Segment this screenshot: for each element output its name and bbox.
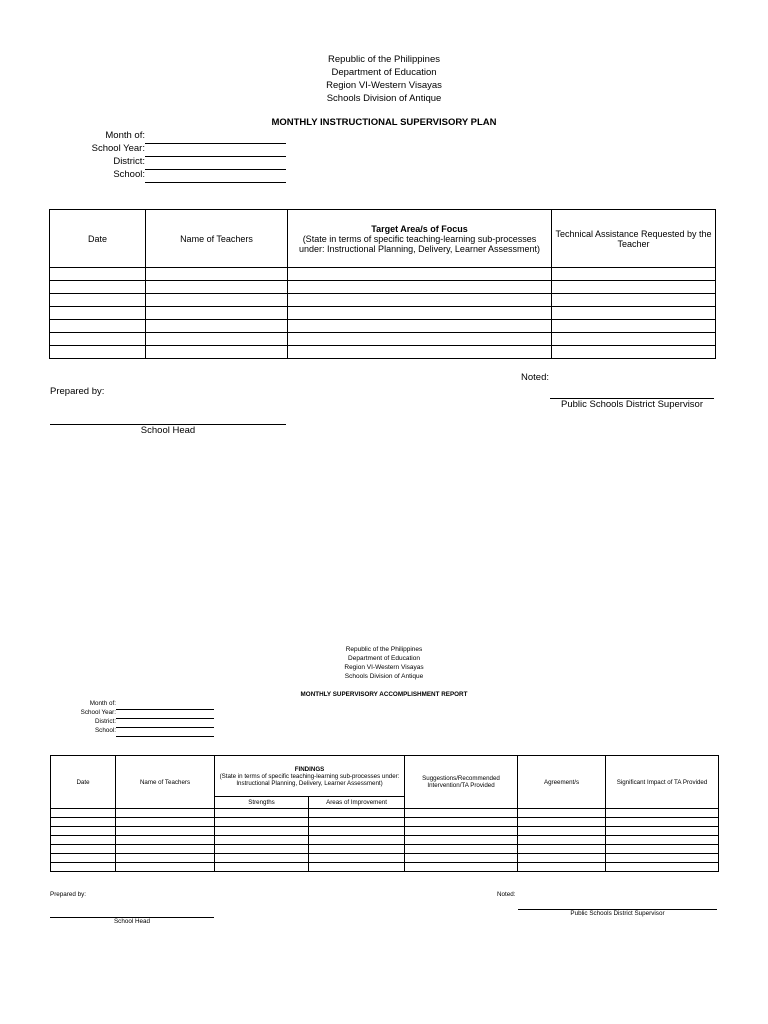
plan-field-label: School Year: [91, 143, 145, 154]
report-table-header [51, 756, 719, 797]
table-row [51, 845, 719, 854]
report-header-line: Schools Division of Antique [344, 673, 424, 680]
report-field-school-year [0, 709, 116, 718]
report-title: MONTHLY SUPERVISORY ACCOMPLISHMENT REPORT [300, 691, 468, 698]
col-teachers: Name of Teachers [116, 756, 215, 809]
table-cell[interactable] [215, 854, 309, 863]
col-agreements: Agreement/s [518, 756, 606, 809]
table-cell[interactable] [116, 818, 215, 827]
col-date: Date [50, 210, 146, 268]
table-cell[interactable] [552, 268, 716, 281]
table-cell[interactable] [146, 281, 288, 294]
table-row [50, 281, 716, 294]
plan-field-label: District: [113, 156, 145, 167]
report-header-line: Department of Education [348, 655, 420, 662]
table-cell[interactable] [606, 854, 719, 863]
table-cell[interactable] [309, 809, 405, 818]
table-row [50, 294, 716, 307]
table-cell[interactable] [50, 268, 146, 281]
table-cell[interactable] [552, 333, 716, 346]
report-table [50, 755, 719, 872]
report-header-line: Republic of the Philippines [345, 646, 423, 653]
col-technical-assistance: Technical Assistance Requested by the Teacher [552, 210, 716, 268]
report-supervisor-label: Public Schools District Supervisor [570, 910, 665, 917]
table-cell[interactable] [309, 863, 405, 872]
table-row [50, 307, 716, 320]
table-cell[interactable] [146, 294, 288, 307]
plan-table [49, 209, 716, 359]
table-cell[interactable] [146, 320, 288, 333]
table-cell[interactable] [518, 854, 606, 863]
table-row [51, 863, 719, 872]
table-cell[interactable] [405, 836, 518, 845]
table-row [51, 836, 719, 845]
table-cell[interactable] [552, 320, 716, 333]
table-row [51, 827, 719, 836]
table-cell[interactable] [552, 346, 716, 359]
table-cell[interactable] [309, 854, 405, 863]
table-row [51, 809, 719, 818]
col-target-title: Target Area/s of Focus [371, 223, 468, 234]
plan-field-label: Month of: [105, 130, 145, 141]
table-cell[interactable] [405, 845, 518, 854]
table-cell[interactable] [405, 863, 518, 872]
col-impact: Significant Impact of TA Provided [606, 756, 719, 809]
col-target-sub: (State in terms of specific teaching-learning sub-processes under: Instructional Planning, Delivery, Learner Assessment) [299, 233, 540, 254]
table-cell[interactable] [51, 818, 116, 827]
col-areas-of-improvement: Areas of Improvement [309, 797, 405, 809]
col-findings [215, 756, 405, 797]
report-field-line[interactable] [116, 709, 214, 710]
table-cell[interactable] [606, 818, 719, 827]
table-cell[interactable] [51, 854, 116, 863]
table-cell[interactable] [288, 320, 552, 333]
table-cell[interactable] [518, 827, 606, 836]
report-prepared-by-label: Prepared by: [50, 891, 87, 898]
table-cell[interactable] [552, 281, 716, 294]
plan-header-line: Department of Education [331, 67, 437, 78]
table-cell[interactable] [606, 827, 719, 836]
table-row [51, 818, 719, 827]
table-cell[interactable] [288, 294, 552, 307]
table-cell[interactable] [146, 307, 288, 320]
table-cell[interactable] [116, 827, 215, 836]
table-cell[interactable] [518, 809, 606, 818]
plan-supervisor-label: Public Schools District Supervisor [560, 399, 704, 410]
table-cell[interactable] [215, 836, 309, 845]
table-cell[interactable] [309, 836, 405, 845]
table-cell[interactable] [405, 827, 518, 836]
table-cell[interactable] [288, 268, 552, 281]
table-cell[interactable] [309, 827, 405, 836]
col-target-area [288, 210, 552, 268]
table-cell[interactable] [50, 281, 146, 294]
plan-noted-label: Noted: [521, 372, 549, 383]
col-strengths: Strengths [215, 797, 309, 809]
table-cell[interactable] [116, 836, 215, 845]
table-cell[interactable] [215, 809, 309, 818]
report-field-label: School Year: [80, 709, 116, 716]
plan-field-line[interactable] [145, 169, 286, 170]
col-findings-title: FINDINGS [294, 765, 325, 773]
col-findings-sub: (State in terms of specific teaching-learning sub-processes under: Instructional Planning, Delivery, Learner Assessment) [219, 772, 400, 787]
table-cell[interactable] [50, 307, 146, 320]
table-cell[interactable] [405, 818, 518, 827]
table-cell[interactable] [50, 333, 146, 346]
table-cell[interactable] [116, 809, 215, 818]
table-cell[interactable] [116, 845, 215, 854]
plan-header-line: Republic of the Philippines [328, 54, 440, 65]
table-cell[interactable] [518, 836, 606, 845]
report-field-label: Month of: [89, 700, 116, 707]
plan-field-label: School: [113, 169, 145, 180]
report-field-district [0, 718, 116, 727]
table-row [51, 854, 719, 863]
report-field-label: School: [94, 727, 116, 734]
table-cell[interactable] [116, 854, 215, 863]
plan-header-line: Schools Division of Antique [326, 93, 442, 104]
plan-table-header [50, 210, 716, 268]
table-cell[interactable] [50, 294, 146, 307]
table-cell[interactable] [606, 809, 719, 818]
report-field-month [0, 700, 116, 709]
table-cell[interactable] [50, 320, 146, 333]
table-cell[interactable] [51, 809, 116, 818]
plan-field-line[interactable] [145, 156, 286, 157]
report-header-line: Region VI-Western Visayas [344, 664, 424, 671]
table-row [50, 346, 716, 359]
table-row [50, 268, 716, 281]
report-field-line[interactable] [116, 736, 214, 737]
table-cell[interactable] [116, 863, 215, 872]
report-field-school [0, 727, 116, 736]
plan-header [0, 53, 768, 105]
table-cell[interactable] [50, 346, 146, 359]
table-cell[interactable] [51, 845, 116, 854]
report-school-head-label: School Head [113, 918, 151, 925]
table-cell[interactable] [215, 827, 309, 836]
plan-field-district [0, 156, 145, 169]
table-cell[interactable] [606, 863, 719, 872]
plan-header-line: Region VI-Western Visayas [326, 80, 442, 91]
table-cell[interactable] [215, 818, 309, 827]
table-cell[interactable] [146, 268, 288, 281]
table-cell[interactable] [405, 809, 518, 818]
table-row [50, 320, 716, 333]
table-cell[interactable] [51, 827, 116, 836]
table-cell[interactable] [146, 346, 288, 359]
plan-title: MONTHLY INSTRUCTIONAL SUPERVISORY PLAN [271, 117, 497, 128]
table-cell[interactable] [518, 818, 606, 827]
table-cell[interactable] [552, 294, 716, 307]
table-cell[interactable] [215, 845, 309, 854]
report-header [0, 645, 768, 681]
table-cell[interactable] [518, 863, 606, 872]
table-cell[interactable] [288, 307, 552, 320]
col-teachers: Name of Teachers [146, 210, 288, 268]
table-cell[interactable] [606, 845, 719, 854]
plan-field-line[interactable] [145, 182, 286, 183]
table-cell[interactable] [552, 307, 716, 320]
table-cell[interactable] [51, 836, 116, 845]
plan-field-school [0, 169, 145, 182]
plan-prepared-by-label: Prepared by: [50, 386, 105, 397]
table-cell[interactable] [288, 346, 552, 359]
report-field-line[interactable] [116, 718, 214, 719]
report-field-label: District: [95, 718, 116, 725]
table-cell[interactable] [606, 836, 719, 845]
table-cell[interactable] [309, 818, 405, 827]
table-cell[interactable] [309, 845, 405, 854]
table-cell[interactable] [215, 863, 309, 872]
table-cell[interactable] [51, 863, 116, 872]
plan-school-head-label: School Head [140, 425, 196, 436]
table-cell[interactable] [146, 333, 288, 346]
table-cell[interactable] [288, 281, 552, 294]
report-noted-label: Noted: [497, 891, 516, 898]
plan-field-line[interactable] [145, 143, 286, 144]
table-cell[interactable] [288, 333, 552, 346]
table-row [50, 333, 716, 346]
report-field-line[interactable] [116, 727, 214, 728]
col-suggestions: Suggestions/Recommended Intervention/TA Provided [405, 756, 518, 809]
table-cell[interactable] [518, 845, 606, 854]
col-date: Date [51, 756, 116, 809]
table-cell[interactable] [405, 854, 518, 863]
plan-field-school-year [0, 143, 145, 156]
plan-field-month [0, 130, 145, 143]
